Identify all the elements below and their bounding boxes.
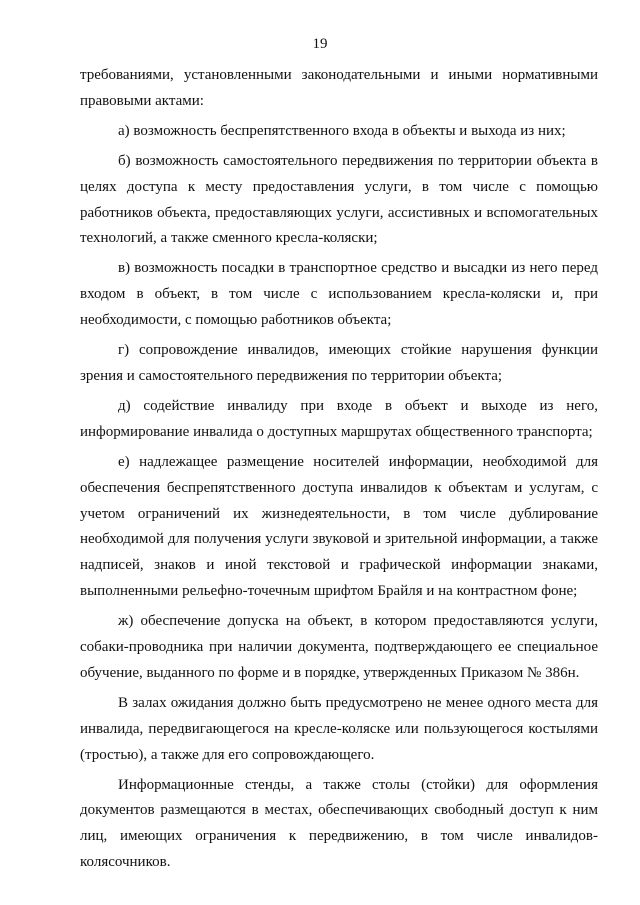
paragraph-waiting-rooms: В залах ожидания должно быть предусмотрено не менее одного места для инвалида, передвигающегося на кресле-коляске или пользующегося костылями (тростью), а также для его сопровождающего. [80, 694, 598, 763]
paragraph-item-e: е) надлежащее размещение носителей информации, необходимой для обеспечения беспрепятственного доступа инвалидов к объектам и услугам, с учетом ограничений их жизнедеятельности, в том числе дублирование необходимой для получения услуги звуковой и зрительной информации, а также надписей, знаков и иной текстовой и графической информации знаками, выполненными рельефно-точечным шрифтом Брайля и на контрастном фоне; [80, 453, 598, 600]
paragraph-item-d: д) содействие инвалиду при входе в объект и выходе из него, информирование инвалида о доступных маршрутах общественного транспорта; [80, 397, 598, 440]
paragraph-info-stands: Информационные стенды, а также столы (стойки) для оформления документов размещаются в местах, обеспечивающих свободный доступ к ним лиц, имеющих ограничения к передвижению, в том числе инвалидов-колясочников. [80, 776, 598, 871]
paragraph-item-a: а) возможность беспрепятственного входа в объекты и выхода из них; [118, 122, 566, 139]
paragraph-item-b: б) возможность самостоятельного передвижения по территории объекта в целях доступа к месту предоставления услуги, в том числе с помощью работников объекта, предоставляющих услуги, ассистивных и вспомогательных технологий, а также сменного кресла-коляски; [80, 152, 598, 247]
document-body [80, 63, 598, 876]
paragraph-item-v: в) возможность посадки в транспортное средство и высадки из него перед входом в объект, в том числе с использованием кресла-коляски и, при необходимости, с помощью работников объекта; [80, 260, 598, 329]
paragraph-continuation: требованиями, установленными законодательными и иными нормативными правовыми актами: [80, 67, 598, 109]
page-number: 19 [312, 36, 328, 52]
paragraph-item-zh: ж) обеспечение допуска на объект, в котором предоставляются услуги, собаки-проводника при наличии документа, подтверждающего ее специальное обучение, выданного по форме и в порядке, утвержденных Приказом № 386н. [80, 613, 598, 681]
paragraph-item-g: г) сопровождение инвалидов, имеющих стойкие нарушения функции зрения и самостоятельного передвижения по территории объекта; [80, 342, 598, 384]
